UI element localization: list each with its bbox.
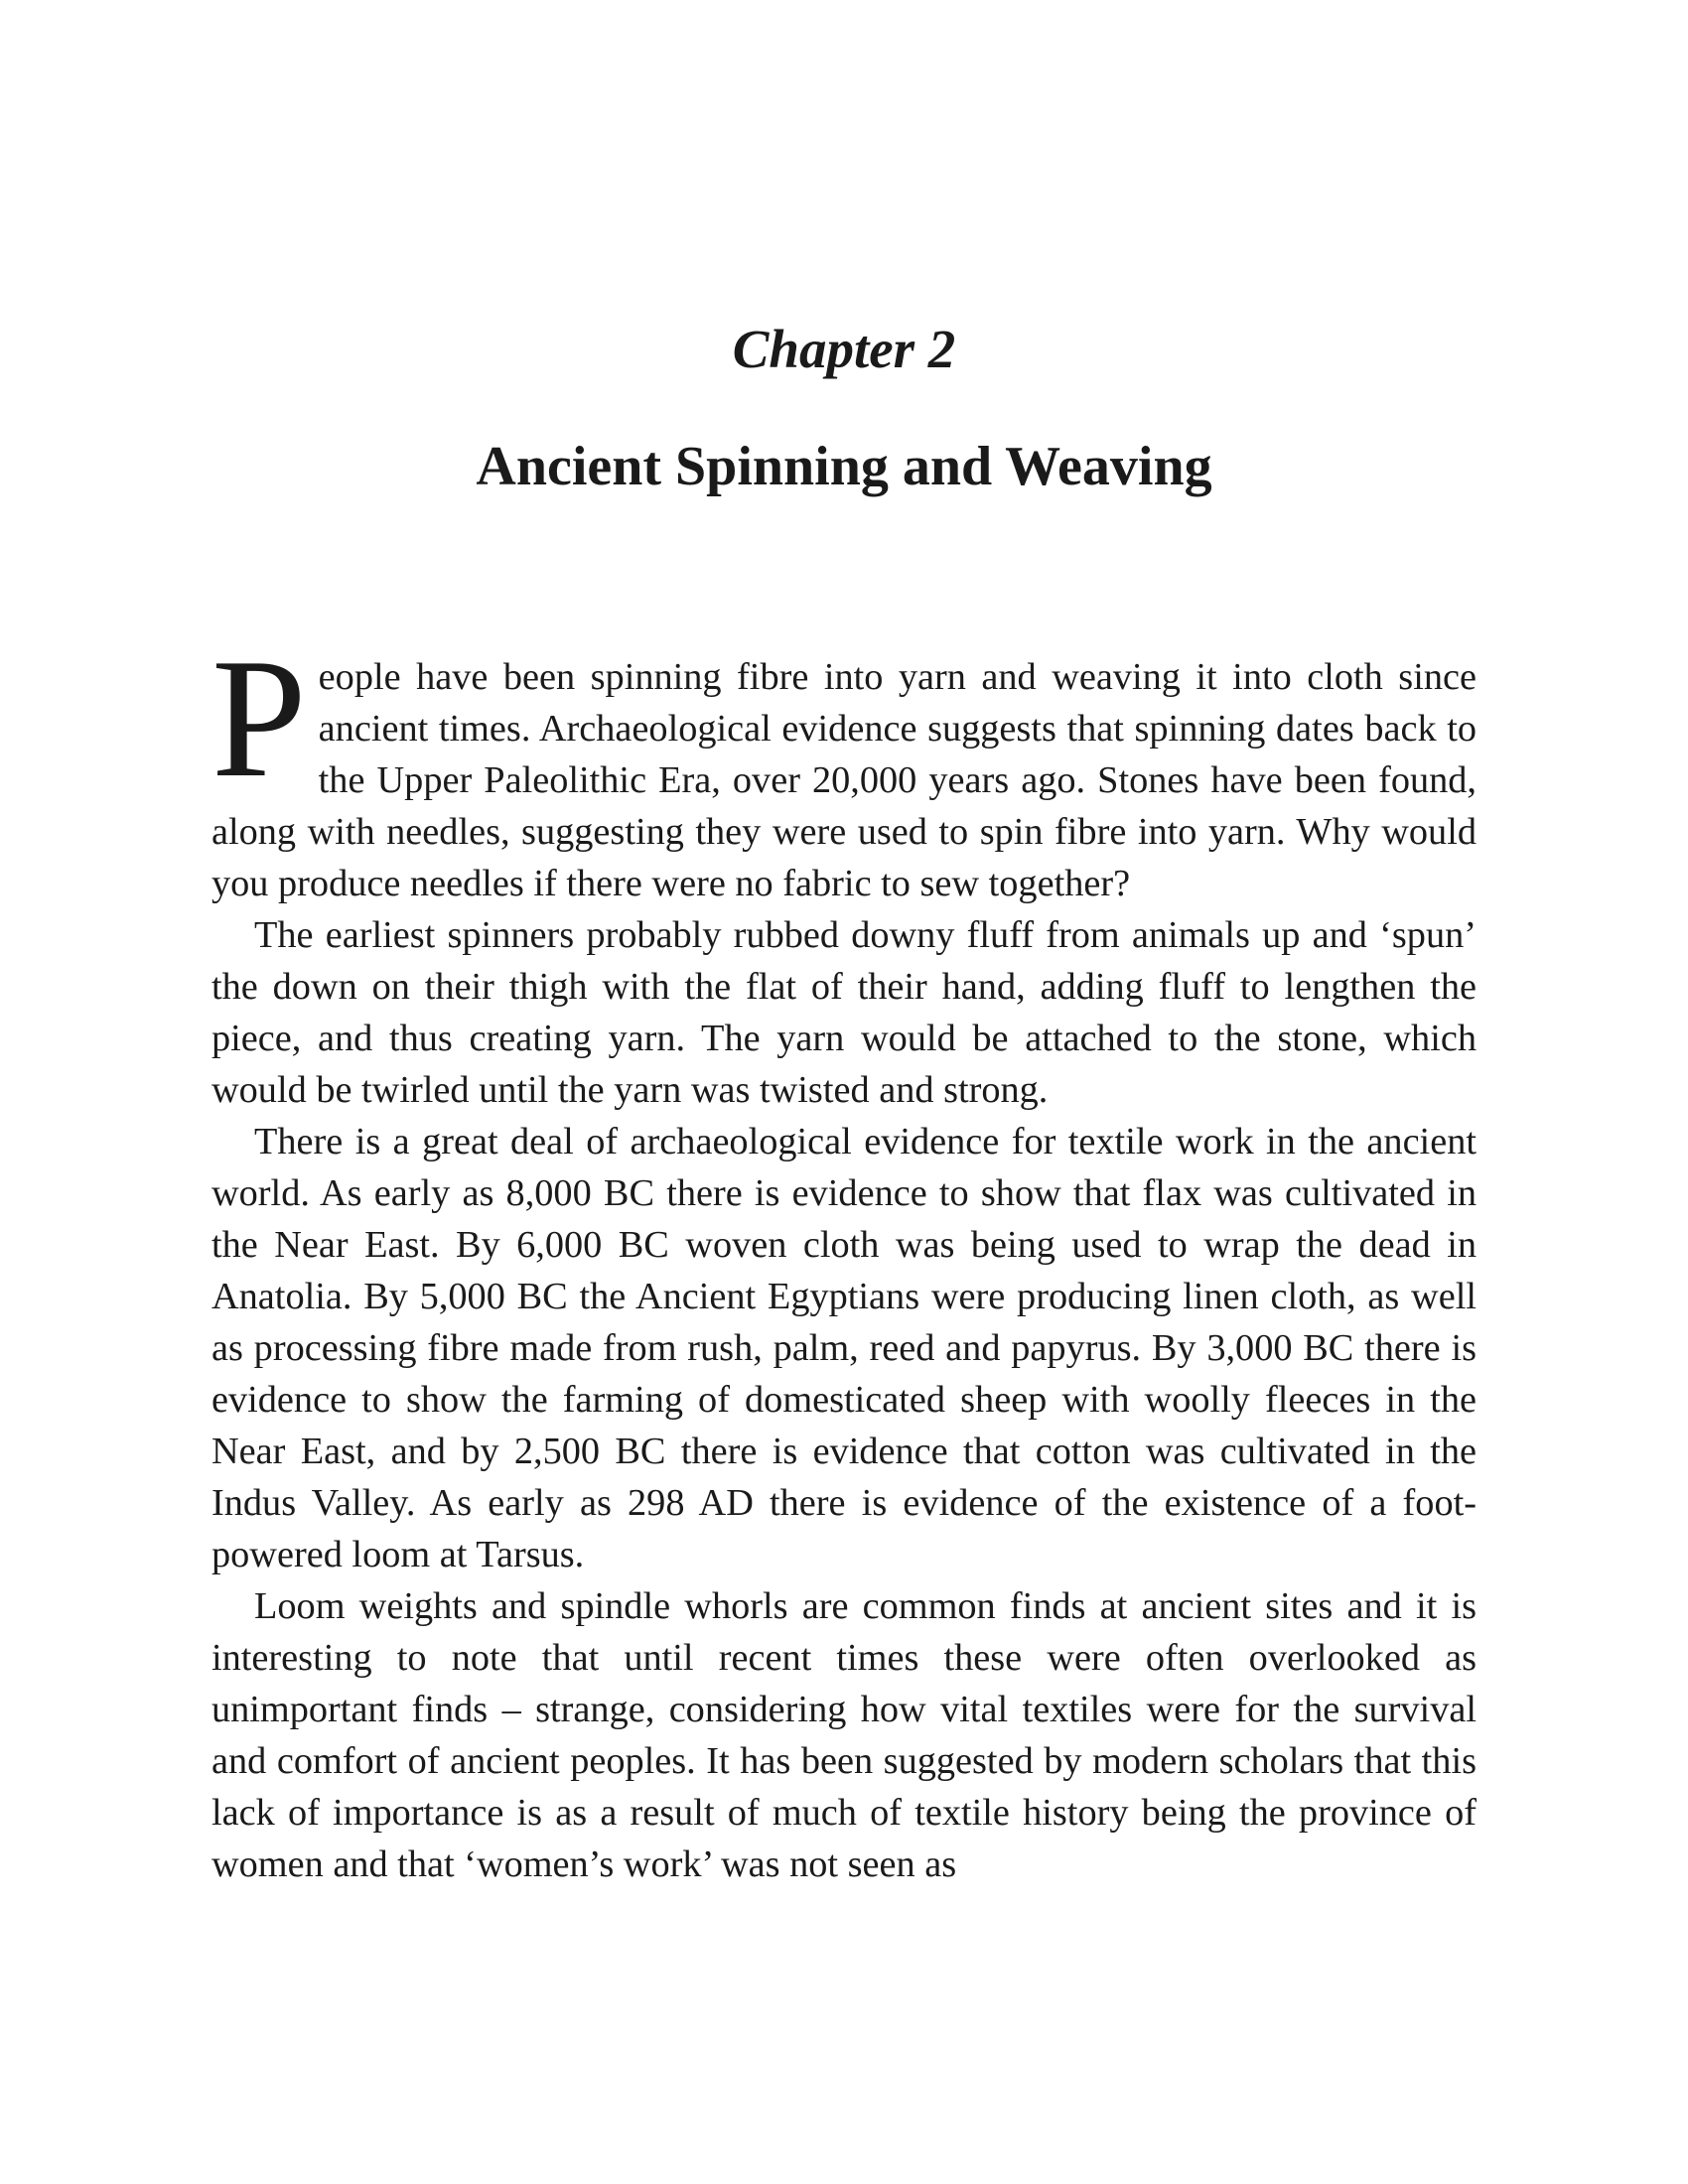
paragraph-1	[211, 624, 1477, 909]
chapter-body	[211, 624, 1477, 1890]
drop-cap: P	[211, 624, 307, 813]
paragraph-2: The earliest spinners probably rubbed downy fluff from animals up and ‘spun’ the down on their thigh with the flat of their hand, adding fluff to lengthen the piece, and thus creating yarn. The yarn would be attached to the stone, which would be twirled until the yarn was twisted and strong.	[211, 914, 1477, 1111]
chapter-label: Chapter 2	[732, 319, 956, 379]
paragraph-1-text: eople have been spinning fibre into yarn and weaving it into cloth since ancient times. Archaeological evidence suggests that spinning dates back to the Upper Paleolithic Era, over 20,000 years ago. Stones have been found, along with needles, suggesting they were used to spin fibre into yarn. Why would you produce needles if there were no fabric to sew together?	[211, 656, 1477, 904]
chapter-title: Ancient Spinning and Weaving	[476, 436, 1212, 497]
paragraph-3: There is a great deal of archaeological evidence for textile work in the ancient world. As early as 8,000 BC there is evidence to show that flax was cultivated in the Near East. By 6,000 BC woven cloth was being used to wrap the dead in Anatolia. By 5,000 BC the Ancient Egyptians were producing linen cloth, as well as processing fibre made from rush, palm, reed and papyrus. By 3,000 BC there is evidence to show the farming of domesticated sheep with woolly fleeces in the Near East, and by 2,500 BC there is evidence that cotton was cultivated in the Indus Valley. As early as 298 AD there is evidence of the existence of a foot-powered loom at Tarsus.	[211, 1121, 1477, 1575]
paragraph-4: Loom weights and spindle whorls are common finds at ancient sites and it is interesting to note that until recent times these were often overlooked as unimportant finds – strange, considering how vital textiles were for the survival and comfort of ancient peoples. It has been suggested by modern scholars that this lack of importance is as a result of much of textile history being the province of women and that ‘women’s work’ was not seen as	[211, 1585, 1477, 1885]
